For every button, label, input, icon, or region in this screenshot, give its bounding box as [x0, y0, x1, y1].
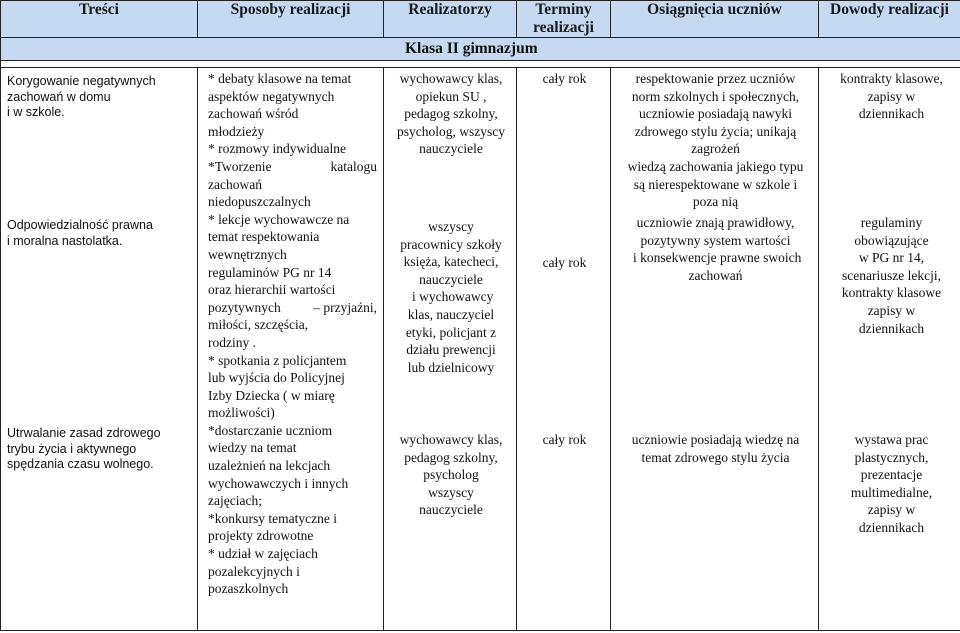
- dowody-line: zapisy w: [867, 302, 916, 318]
- sposoby-line: wychowawczych i innych: [208, 475, 349, 491]
- realizatorzy-line: pracownicy szkoły: [400, 236, 502, 252]
- sposoby-line: projekty zdrowotne: [208, 528, 314, 544]
- realizatorzy-line: etyki, policjant z: [405, 324, 497, 340]
- dowody-line: zapisy w: [867, 502, 916, 518]
- realizatorzy-line: księża, katecheci,: [403, 254, 499, 270]
- tresci-line: Odpowiedzialność prawna: [7, 218, 153, 232]
- realizatorzy-block-2: [390, 218, 512, 376]
- osiagniecia-line: zachowań: [688, 267, 743, 283]
- tresci-block-2: [7, 218, 193, 249]
- dowody-line: regulaminy: [860, 215, 923, 230]
- realizatorzy-line: wszyscy: [428, 219, 474, 234]
- osiagniecia-block-2: [617, 214, 814, 284]
- sposoby-line: zajęciach;: [208, 493, 262, 509]
- osiagniecia-line: zdrowego stylu życia; unikają: [634, 123, 797, 139]
- dowody-line: w PG nr 14,: [858, 250, 925, 266]
- dowody-line: obowiązujące: [854, 232, 929, 248]
- termin-block-3: [523, 431, 606, 449]
- realizatorzy-line: nauczyciele: [419, 141, 483, 157]
- sposoby-line: uzależnień na lekcjach: [208, 458, 331, 474]
- tresci-cell: [1, 68, 198, 631]
- dowody-line: multimedialne,: [850, 484, 933, 500]
- sposoby-line: [208, 299, 377, 317]
- header-sposoby-realizacji: Sposoby realizacji: [198, 1, 384, 38]
- tresci-line: spędzania czasu wolnego.: [7, 457, 154, 472]
- header-tresci: Treści: [1, 1, 198, 38]
- sposoby-line: możliwości): [208, 405, 275, 421]
- tresci-line: Korygowanie negatywnych: [7, 74, 156, 88]
- sposoby-line: miłości, szczęścia,: [208, 317, 309, 333]
- sposoby-word: pozytywnych: [208, 299, 281, 315]
- sposoby-line: * lekcje wychowawcze na: [208, 211, 350, 227]
- realizatorzy-block-1: [390, 70, 512, 158]
- class-label: [1, 38, 960, 61]
- tresci-line: i w szkole.: [7, 105, 65, 120]
- header-dowody-realizacji: Dowody realizacji: [819, 1, 960, 38]
- dowody-block-1: [827, 70, 956, 123]
- sposoby-line: pozaszkolnych: [208, 581, 289, 597]
- sposoby-line: lub wyjścia do Policyjnej: [208, 370, 345, 386]
- osiagniecia-line: uczniowie posiadają wiedzę na: [631, 432, 800, 447]
- dowody-line: scenariusze lekcji,: [842, 267, 941, 283]
- dowody-cell: [819, 68, 960, 631]
- dowody-block-2: [827, 214, 956, 337]
- sposoby-line: niedopuszczalnych: [208, 194, 311, 210]
- osiagniecia-line: pozytywny system wartości: [640, 232, 791, 248]
- realizatorzy-line: pedagog szkolny,: [404, 106, 498, 122]
- realizatorzy-line: i wychowawcy: [408, 289, 494, 305]
- sposoby-line: * udział w zajęciach: [208, 546, 318, 562]
- header-terminy-line1: Terminy: [535, 1, 592, 18]
- dowody-block-3: [827, 431, 956, 537]
- tresci-line: trybu życia i aktywnego: [7, 441, 137, 456]
- osiagniecia-line: uczniowie posiadają nawyki: [639, 106, 792, 122]
- sposoby-line: oraz hierarchii wartości: [208, 282, 336, 298]
- osiagniecia-line: poza nią: [692, 194, 739, 210]
- realizatorzy-line: wychowawcy klas,: [399, 432, 503, 447]
- sposoby-line: aspektów negatywnych: [208, 88, 335, 104]
- sposoby-line: *konkursy tematyczne i: [208, 510, 337, 526]
- osiagniecia-line: norm szkolnych i społecznych,: [631, 88, 800, 104]
- osiagniecia-line: uczniowie znają prawidłowy,: [636, 215, 795, 230]
- sposoby-line: * rozmowy indywidualne: [208, 141, 346, 157]
- realizatorzy-line: lub dzielnicowy: [407, 359, 495, 375]
- osiagniecia-line: wiedzą zachowania jakiego typu: [627, 158, 804, 174]
- osiagniecia-cell: [611, 68, 819, 631]
- dowody-line: wystawa prac: [854, 432, 929, 447]
- realizatorzy-line: pedagog szkolny,: [404, 449, 498, 465]
- termin-value: cały rok: [542, 255, 587, 270]
- sposoby-line: * spotkania z policjantem: [208, 352, 347, 368]
- terminy-cell: [517, 68, 611, 631]
- realizatorzy-block-3: [390, 431, 512, 519]
- realizatorzy-line: klas, nauczyciel: [407, 306, 495, 322]
- sposoby-cell: [198, 68, 384, 631]
- dowody-line: zapisy w: [867, 88, 916, 104]
- header-realizatorzy: Realizatorzy: [384, 1, 517, 38]
- sposoby-line: rodziny .: [208, 334, 256, 350]
- dowody-line: plastycznych,: [854, 449, 929, 465]
- sposoby-word: – przyjaźni,: [313, 299, 377, 315]
- dowody-line: dziennikach: [858, 320, 925, 336]
- realizatorzy-line: działu prewencji: [406, 342, 496, 358]
- tresci-line: zachowań w domu: [7, 89, 111, 104]
- termin-block-1: [523, 70, 606, 88]
- header-terminy-realizacji: [517, 1, 611, 38]
- sposoby-line: wewnętrznych: [208, 246, 287, 262]
- sposoby-line: zachowań: [208, 176, 262, 192]
- sposoby-line: *dostarczanie uczniom: [208, 422, 333, 438]
- sposoby-line: zachowań wśród: [208, 106, 299, 122]
- class-row: [1, 38, 960, 61]
- realizatorzy-cell: [384, 68, 517, 631]
- sposoby-word: *Tworzenie: [208, 158, 272, 174]
- realizatorzy-line: wszyscy: [428, 484, 474, 500]
- realizatorzy-line: psycholog: [423, 467, 479, 483]
- sposoby-line: młodzieży: [208, 123, 265, 139]
- class-label-text: Klasa II gimnazjum: [405, 40, 538, 57]
- sposoby-line: regulaminów PG nr 14: [208, 264, 332, 280]
- tresci-line: i moralna nastolatka.: [7, 233, 123, 248]
- sposoby-line: * debaty klasowe na temat: [208, 71, 352, 86]
- realizatorzy-line: wychowawcy klas,: [399, 71, 503, 86]
- realizatorzy-line: nauczyciele: [419, 271, 483, 287]
- sposoby-line: [208, 158, 377, 176]
- dowody-line: kontrakty klasowe,: [840, 71, 943, 86]
- osiagniecia-block-1: [617, 70, 814, 211]
- sposoby-line: pozalekcyjnych i: [208, 563, 300, 579]
- dowody-line: dziennikach: [858, 106, 925, 122]
- osiagniecia-line: temat zdrowego stylu życia: [641, 449, 790, 465]
- header-terminy-line2: realizacji: [533, 19, 594, 36]
- osiagniecia-block-3: [617, 431, 814, 466]
- osiagniecia-line: i konsekwencje prawne swoich: [629, 250, 802, 266]
- realizatorzy-line: nauczyciele: [419, 502, 483, 518]
- tresci-line: Utrwalanie zasad zdrowego: [7, 426, 161, 440]
- termin-value: cały rok: [542, 432, 587, 447]
- header-row: [1, 1, 960, 38]
- sposoby-line: temat respektowania: [208, 229, 320, 245]
- osiagniecia-line: są nierespektowane w szkole i: [633, 176, 798, 192]
- dowody-line: prezentacje: [860, 467, 923, 483]
- osiagniecia-line: respektowanie przez uczniów: [635, 71, 796, 86]
- osiagniecia-line: zagrożeń: [691, 141, 740, 157]
- sposoby-line: Izby Dziecka ( w miarę: [208, 387, 335, 403]
- sposoby-word: katalogu: [330, 158, 377, 174]
- dowody-line: dziennikach: [858, 519, 925, 535]
- spacer-row: [1, 61, 960, 68]
- sposoby-block: [208, 70, 377, 598]
- sposoby-line: wiedzy na temat: [208, 440, 297, 456]
- realizatorzy-line: opiekun SU ,: [415, 88, 487, 104]
- content-row: [1, 68, 960, 631]
- dowody-line: kontrakty klasowe: [841, 285, 942, 301]
- header-osiagniecia-uczniow: Osiągnięcia uczniów: [611, 1, 819, 38]
- tresci-block-3: [7, 426, 193, 473]
- termin-block-2: [523, 254, 606, 272]
- tresci-block-1: [7, 74, 193, 121]
- realizatorzy-line: psycholog, wszyscy: [397, 123, 505, 139]
- termin-value: cały rok: [542, 71, 587, 86]
